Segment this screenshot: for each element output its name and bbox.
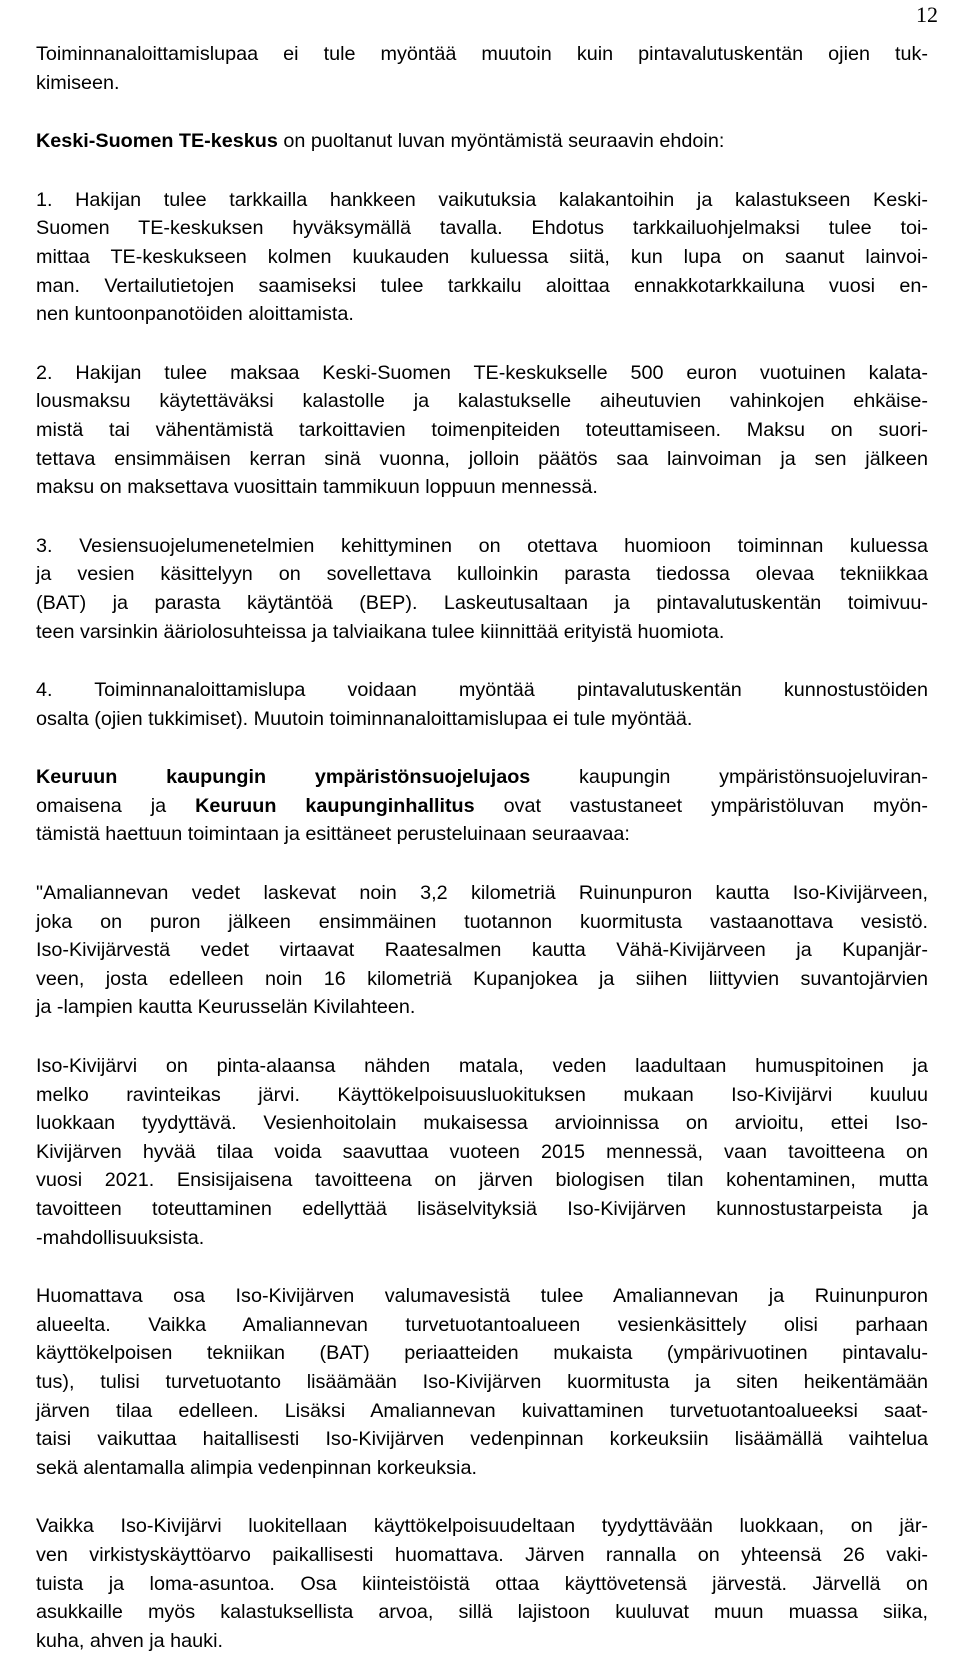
paragraph-te-keskus-intro: [36, 127, 928, 156]
text-line: man. Vertailutietojen saamiseksi tulee tarkkailu aloittaa ennakkotarkkailuna vuosi en-: [36, 274, 928, 297]
text-line: tus), tulisi turvetuotanto lisäämään Iso-Kivijärven kuormitusta ja siten heikentämään: [36, 1370, 928, 1393]
text-line: ja vesien käsittelyyn on sovellettava kulloinkin parasta tiedossa olevaa tekniikkaa: [36, 563, 928, 586]
text-line: maksu on maksettava vuosittain tammikuun loppuun mennessä.: [36, 476, 598, 499]
text-line: tämistä haettuun toimintaan ja esittäneet perusteluinaan seuraavaa:: [36, 823, 630, 846]
text-line: käyttökelpoisen tekniikan (BAT) periaatteiden mukaista (ympärivuotinen pintavalu-: [36, 1342, 928, 1365]
text-line: "Amaliannevan vedet laskevat noin 3,2 kilometriä Ruinunpuron kautta Iso-Kivijärveen,: [36, 882, 928, 905]
paragraph-toiminnanaloittamislupa: [36, 40, 928, 97]
text-line: Toiminnanaloittamislupaa ei tule myöntää muutoin kuin pintavalutuskentän ojien tuk-: [36, 43, 928, 65]
text-line: [36, 763, 928, 792]
quote-paragraph-1: [36, 879, 928, 1022]
text-line: sekä alentamalla alimpia vedenpinnan korkeuksia.: [36, 1456, 477, 1479]
text-line: teen varsinkin ääriolosuhteissa ja talviaikana tulee kiinnittää erityistä huomiota.: [36, 620, 725, 643]
text-line: ven virkistyskäyttöarvo paikallisesti huomattava. Järven rannalla on yhteensä 26 vaki-: [36, 1543, 928, 1566]
text-run: on puoltanut luvan myöntämistä seuraavin ehdoin:: [277, 130, 725, 153]
text-line: tettava ensimmäisen kerran sinä vuonna, jolloin päätös saa lainvoiman ja sen jälkeen: [36, 447, 928, 470]
text-line: taisi vaikuttaa haitallisesti Iso-Kivijärven vedenpinnan korkeuksiin lisäämällä vaihtelua: [36, 1428, 928, 1451]
text-line: Iso-Kivijärvi on pinta-alaansa nähden matala, veden laadultaan humuspitoinen ja: [36, 1055, 928, 1078]
quote-paragraph-4: [36, 1512, 928, 1655]
text-line: kimiseen.: [36, 71, 120, 94]
organization-name: Keuruun kaupungin ympäristönsuojelujaos: [36, 766, 531, 789]
text-run: omaisena ja: [36, 794, 196, 817]
text-line: tuista ja loma-asuntoa. Osa kiinteistöistä ottaa käyttövetensä järvestä. Järvellä on: [36, 1572, 928, 1595]
text-line: osalta (ojien tukkimiset). Muutoin toiminnanaloittamislupaa ei tule myöntää.: [36, 707, 693, 730]
quote-paragraph-2: [36, 1052, 928, 1252]
text-line: ja -lampien kautta Keurusselän Kivilahteen.: [36, 996, 416, 1019]
condition-3: [36, 532, 928, 646]
text-run: kaupungin ympäristönsuojeluviran-: [530, 766, 928, 789]
condition-1: [36, 186, 928, 329]
text-line: melko ravinteikas järvi. Käyttökelpoisuusluokituksen mukaan Iso-Kivijärvi kuuluu: [36, 1083, 928, 1106]
text-line: järven tilaa edelleen. Lisäksi Amaliannevan kuivattaminen turvetuotantoalueeksi saat-: [36, 1399, 928, 1422]
quote-paragraph-3: [36, 1282, 928, 1482]
text-line: Huomattava osa Iso-Kivijärven valumavesistä tulee Amaliannevan ja Ruinunpuron: [36, 1285, 928, 1308]
text-line: mittaa TE-keskukseen kolmen kuukauden kuluessa siitä, kun lupa on saanut lainvoi-: [36, 245, 928, 268]
text-line: 2. Hakijan tulee maksaa Keski-Suomen TE-keskukselle 500 euron vuotuinen kalata-: [36, 361, 928, 384]
text-line: luokkaan tyydyttävä. Vesienhoitolain mukaisessa arvioinnissa on arvioitu, ettei Iso-: [36, 1112, 928, 1135]
text-line: 3. Vesiensuojelumenetelmien kehittyminen on otettava huomioon toiminnan kuluessa: [36, 534, 928, 557]
organization-name: Keski-Suomen TE-keskus: [36, 130, 278, 153]
text-line: joka on puron jälkeen ensimmäinen tuotannon kuormitusta vastaanottava vesistö.: [36, 910, 928, 933]
page-number: 12: [916, 2, 938, 27]
text-line: tavoitteen toteuttaminen edellyttää lisäselvityksiä Iso-Kivijärven kunnostustarpeista ja: [36, 1198, 928, 1220]
text-line: Iso-Kivijärvestä vedet virtaavat Raatesalmen kautta Vähä-Kivijärveen ja Kupanjär-: [36, 939, 928, 962]
text-run: ovat vastustaneet ympäristöluvan myön-: [474, 794, 929, 817]
text-line: 4. Toiminnanaloittamislupa voidaan myöntää pintavalutuskentän kunnostustöiden: [36, 679, 928, 702]
text-line: [36, 127, 928, 156]
text-line: alueelta. Vaikka Amaliannevan turvetuotantoalueen vesienkäsittely olisi parhaan: [36, 1313, 928, 1336]
text-line: nen kuntoonpanotöiden aloittamista.: [36, 303, 354, 326]
text-line: vuosi 2021. Ensisijaisena tavoitteena on järven biologisen tilan kohentaminen, mutta: [36, 1169, 928, 1192]
condition-2: [36, 359, 928, 502]
text-line: [36, 792, 928, 821]
text-line: Kivijärven hyvää tilaa voida saavuttaa vuoteen 2015 mennessä, vaan tavoitteena on: [36, 1140, 928, 1163]
text-line: Suomen TE-keskuksen hyväksymällä tavalla. Ehdotus tarkkailuohjelmaksi tulee toi-: [36, 217, 928, 240]
text-line: asukkaille myös kalastuksellista arvoa, sillä lajistoon kuuluvat muun muassa siika,: [36, 1601, 928, 1624]
condition-4: [36, 676, 928, 733]
text-line: Vaikka Iso-Kivijärvi luokitellaan käyttökelpoisuudeltaan tyydyttävään luokkaan, on jär-: [36, 1515, 928, 1538]
text-line: kuha, ahven ja hauki.: [36, 1629, 223, 1652]
text-line: mistä tai vähentämistä tarkoittavien toimenpiteiden toteuttamiseen. Maksu on suori-: [36, 418, 928, 441]
text-line: 1. Hakijan tulee tarkkailla hankkeen vaikutuksia kalakantoihin ja kalastukseen Keski-: [36, 188, 928, 211]
text-line: lousmaksu käytettäväksi kalastolle ja kalastukselle aiheutuvien vahinkojen ehkäise-: [36, 390, 928, 413]
organization-name: Keuruun kaupunginhallitus: [195, 794, 475, 817]
text-line: -mahdollisuuksista.: [36, 1226, 205, 1249]
text-line: veen, josta edelleen noin 16 kilometriä Kupanjokea ja siihen liittyvien suvantojärvien: [36, 967, 928, 990]
paragraph-keuruu-statement: [36, 763, 928, 849]
text-line: (BAT) ja parasta käytäntöä (BEP). Laskeutusaltaan ja pintavalutuskentän toimivuu-: [36, 591, 928, 614]
